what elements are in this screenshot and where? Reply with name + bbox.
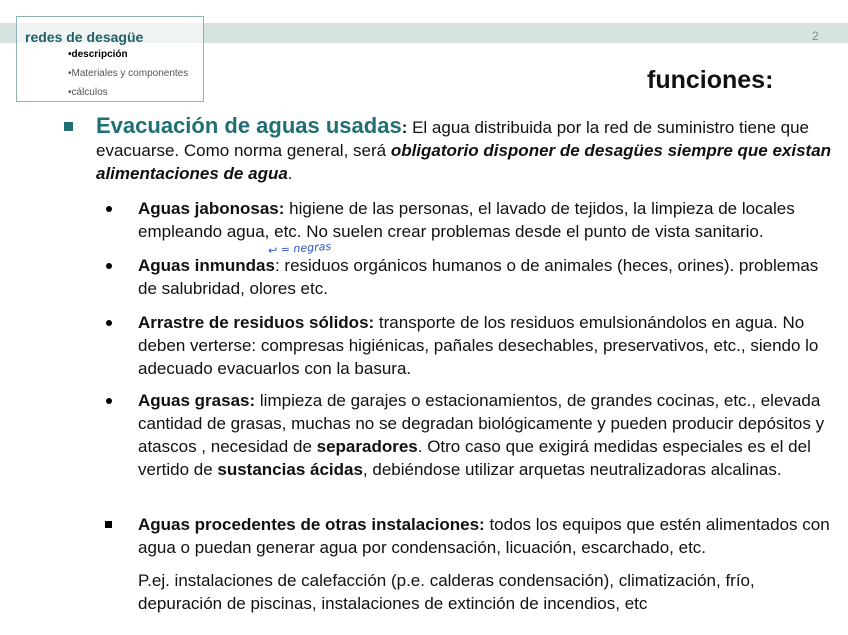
- bullet-dot-icon: [106, 206, 112, 212]
- bullet-text: transporte de los residuos emulsionándolos en agua. No deben verterse: compresas higiénicas, pañales desechables, preservativos, etc., siendo lo adecuado evacuarlos con la basura.: [138, 313, 819, 378]
- handwritten-annotation: ↩ = negras: [267, 239, 332, 258]
- bullet-aguas-grasas: [138, 389, 838, 481]
- bullet-bold: sustancias ácidas: [217, 460, 363, 479]
- bullet-otras-instalaciones: [138, 513, 838, 559]
- nav-item-materiales[interactable]: •Materiales y componentes: [68, 68, 189, 79]
- page-number: 2: [812, 29, 819, 43]
- nav-item-calculos[interactable]: •cálculos: [68, 87, 108, 98]
- main-colon: :: [401, 118, 408, 137]
- bullet-lead: Arrastre de residuos sólidos:: [138, 313, 375, 332]
- bullet-arrastre-residuos: [138, 311, 838, 380]
- bullet-dot-icon: [106, 263, 112, 269]
- main-heading: Evacuación de aguas usadas: [96, 113, 402, 138]
- bullet-bold: separadores: [316, 437, 418, 456]
- bullet-text: higiene de las personas, el lavado de tejidos, la limpieza de locales empleando agua, etc. No suelen crear problemas desde el punto de vista sanitario.: [138, 199, 795, 241]
- square-bullet-icon: [105, 521, 112, 528]
- main-text: El agua distribuida por la red de suministro tiene que evacuarse. Como norma general, será: [96, 118, 809, 160]
- nav-item-descripcion[interactable]: •descripción: [68, 49, 128, 60]
- bullet-text: , debiéndose utilizar arquetas neutralizadoras alcalinas.: [362, 460, 782, 479]
- nav-title: redes de desagüe: [25, 29, 144, 45]
- bullet-lead: Aguas jabonosas:: [138, 199, 285, 218]
- bullet-text: todos los equipos que estén alimentados con agua o puedan generar agua por condensación, licuación, escarchado, etc.: [138, 515, 830, 557]
- bullet-text: : residuos orgánicos humanos o de animales (heces, orines). problemas de salubridad, olores etc.: [138, 256, 819, 298]
- main-emphasis: obligatorio disponer de desagües siempre que existan alimentaciones de agua: [96, 141, 832, 183]
- bullet-aguas-inmundas: [138, 254, 838, 300]
- bullet-lead: Aguas grasas:: [138, 391, 256, 410]
- slide-title: funciones:: [647, 66, 774, 94]
- bullet-text: . Otro caso que exigirá medidas especiales es el del vertido de: [138, 437, 811, 479]
- main-bullet: [96, 114, 841, 185]
- example-paragraph: P.ej. instalaciones de calefacción (p.e. calderas condensación), climatización, frío, depuración de piscinas, instalaciones de extinción de incendios, etc: [138, 571, 755, 613]
- bullet-aguas-jabonosas: [138, 197, 838, 243]
- bullet-lead: Aguas procedentes de otras instalaciones:: [138, 515, 485, 534]
- main-end: .: [287, 164, 293, 183]
- bullet-dot-icon: [106, 320, 112, 326]
- bullet-text: limpieza de garajes o estacionamientos, de grandes cocinas, etc., elevada cantidad de grasas, muchas no se degradan biológicamente y pueden producir depósitos y atascos , necesidad de: [138, 391, 825, 456]
- square-bullet-icon: [64, 122, 73, 131]
- section-nav-box: [16, 16, 204, 102]
- bullet-dot-icon: [106, 398, 112, 404]
- bullet-lead: Aguas inmundas: [138, 256, 275, 275]
